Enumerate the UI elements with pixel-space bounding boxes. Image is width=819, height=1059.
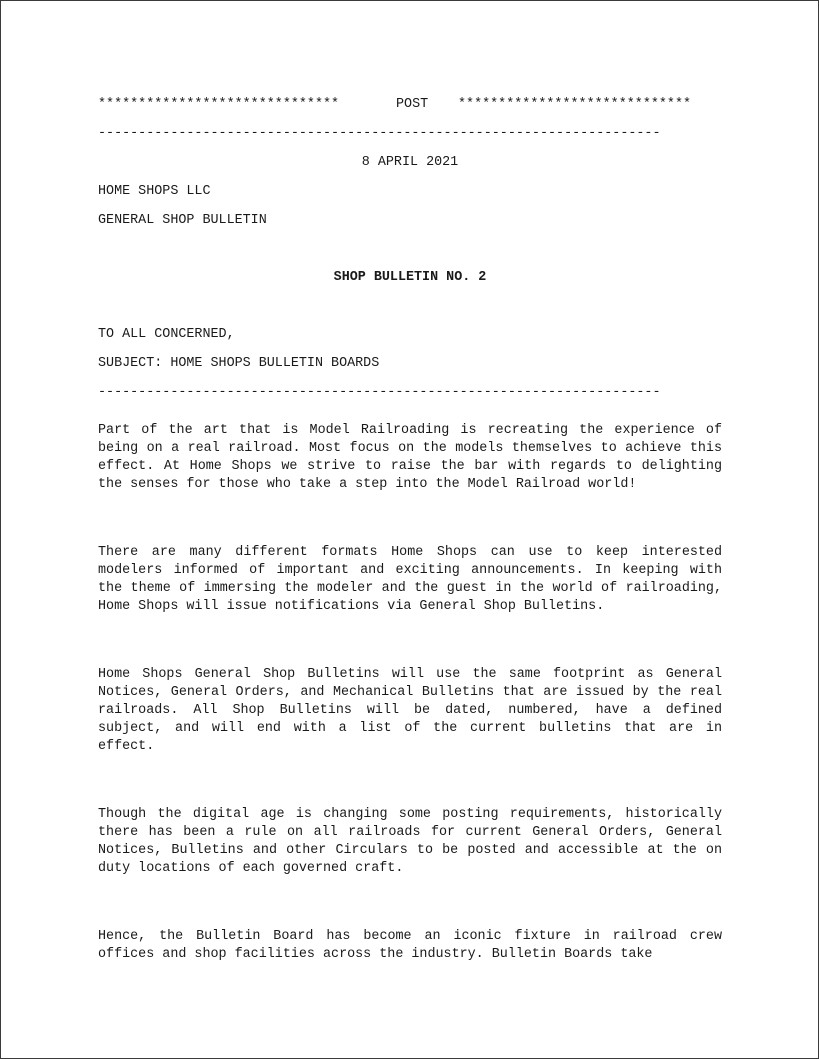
paragraph-bulletin-board: Hence, the Bulletin Board has become an iconic fixture in railroad crew offices and shop facilities across the industry. Bulletin Boards take — [98, 929, 722, 962]
header-divider: ---------------------------------------------------------------------- — [98, 126, 661, 141]
bulletin-content — [98, 96, 722, 964]
post-banner — [98, 96, 722, 114]
bulletin-title: SHOP BULLETIN NO. 2 — [333, 270, 487, 285]
paragraph-footprint: Home Shops General Shop Bulletins will use the same footprint as General Notices, General Orders, and Mechanical Bulletins that are issued by the real railroads. All Shop Bulletins will be dated, numbered, have a defined subject, and will end with a list of the current bulletins that are in effect. — [98, 667, 722, 754]
banner-stars-right: ***************************** — [458, 97, 692, 112]
paragraph-formats: There are many different formats Home Shops can use to keep interested modelers informed of important and exciting announcements. In keeping with the theme of immersing the modeler and the guest in the world of railroading, Home Shops will issue notifications via General Shop Bulletins. — [98, 545, 722, 614]
banner-post-label: POST — [396, 97, 429, 112]
company-name: HOME SHOPS LLC — [98, 184, 211, 199]
bulletin-date: 8 APRIL 2021 — [361, 155, 459, 170]
paragraph-digital-age: Though the digital age is changing some posting requirements, historically there has been a rule on all railroads for current General Orders, General Notices, Bulletins and other Circulars to be posted and accessible at the on duty locations of each governed craft. — [98, 807, 722, 876]
salutation: TO ALL CONCERNED, — [98, 327, 235, 342]
paragraph-art-of-railroading: Part of the art that is Model Railroading is recreating the experience of being on a real railroad. Most focus on the models themselves to achieve this effect. At Home Shops we strive to raise the bar with regards to delighting the senses for those who take a step into the Model Railroad world! — [98, 423, 722, 492]
banner-stars-left: ****************************** — [98, 97, 340, 112]
subject-divider: ---------------------------------------------------------------------- — [98, 385, 661, 400]
document-type: GENERAL SHOP BULLETIN — [98, 213, 267, 228]
subject-line: SUBJECT: HOME SHOPS BULLETIN BOARDS — [98, 356, 380, 371]
